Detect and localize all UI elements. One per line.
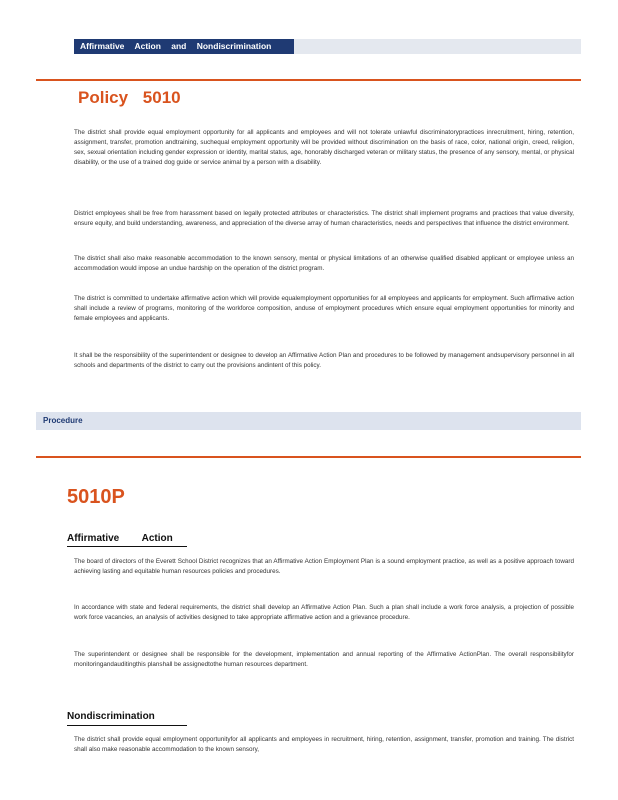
- procedure-bar: [36, 412, 581, 430]
- policy-paragraph: The district shall also make reasonable accommodation to the known sensory, mental or physical limitations of an otherwise qualified disabled applicant or employee unless an accommodation would impose an undue hardship on the operation of the district program.: [74, 255, 574, 272]
- procedure-paragraph: The district shall provide equal employment opportunityfor all applicants and employees in recruitment, hiring, retention, assignment, transfer, promotion and training. The district shall also make reasonable accommodation to the known sensory,: [74, 736, 574, 753]
- heading-underline: [67, 546, 187, 547]
- procedure-paragraph: In accordance with state and federal requirements, the district shall develop an Affirmative Action Plan. Such a plan shall include a work force analysis, a projection of possible work force vacancies, an analysis of activities designed to take appropriate affirmative action and a grievance procedure.: [74, 604, 574, 621]
- affirmative-action-heading: Affirmative Action: [67, 533, 173, 544]
- policy-paragraph: It shall be the responsibility of the superintendent or designee to develop an Affirmative Action Plan and procedures to be followed by management andsupervisory personnel in all schools and departments of the district to carry out the provisions andintent of this policy.: [74, 352, 574, 369]
- heading-underline: [67, 725, 187, 726]
- header-bar-extension: [294, 39, 581, 54]
- policy-paragraph: The district is committed to undertake affirmative action which will provide equalemployment opportunities for all employees and applicants for employment. Such affirmative action shall include a review of programs, monitoring of the workforce composition, anduse of employment procedures which ensure equal employment opportunities for minority and female employees and applicants.: [74, 295, 574, 322]
- procedure-paragraph: The superintendent or designee shall be responsible for the development, implementation and annual reporting of the Affirmative ActionPlan. The overall responsibilityfor monitoringandauditingthis planshall be assignedtothe human resources department.: [74, 651, 574, 668]
- policy-paragraph: The district shall provide equal employment opportunity for all applicants and employees and will not tolerate unlawful discriminatorypractices inrecruitment, hiring, retention, assignment, transfer, promotion andtraining, suchequal employment opportunity will be provided without discrimination on the basis of race, color, national origin, creed, religion, sex, sexual orientation including gender expression or identity, marital status, age, honorably discharged veteran or military status, the presence of any sensory, mental, or physical disability, or the use of a trained dog guide or service animal by a person with a disability.: [74, 129, 574, 166]
- procedure-label: Procedure: [43, 416, 83, 425]
- policy-paragraph: District employees shall be free from harassment based on legally protected attributes or characteristics. The district shall implement programs and practices that value diversity, ensure equity, and build understanding, awareness, and appreciation of the diverse array of human characteristics, needs and perspectives that influence the district environment.: [74, 210, 574, 227]
- procedure-paragraph: The board of directors of the Everett School District recognizes that an Affirmative Action Employment Plan is a sound employment practice, as well as a positive approach toward achieving lasting and equitable human resources policies and procedures.: [74, 558, 574, 575]
- nondiscrimination-heading: Nondiscrimination: [67, 711, 155, 722]
- section-divider: [36, 79, 581, 81]
- section-divider: [36, 456, 581, 458]
- policy-title: Policy 5010: [78, 88, 181, 107]
- procedure-title: 5010P: [67, 486, 125, 508]
- document-title: Affirmative Action and Nondiscrimination: [80, 41, 272, 51]
